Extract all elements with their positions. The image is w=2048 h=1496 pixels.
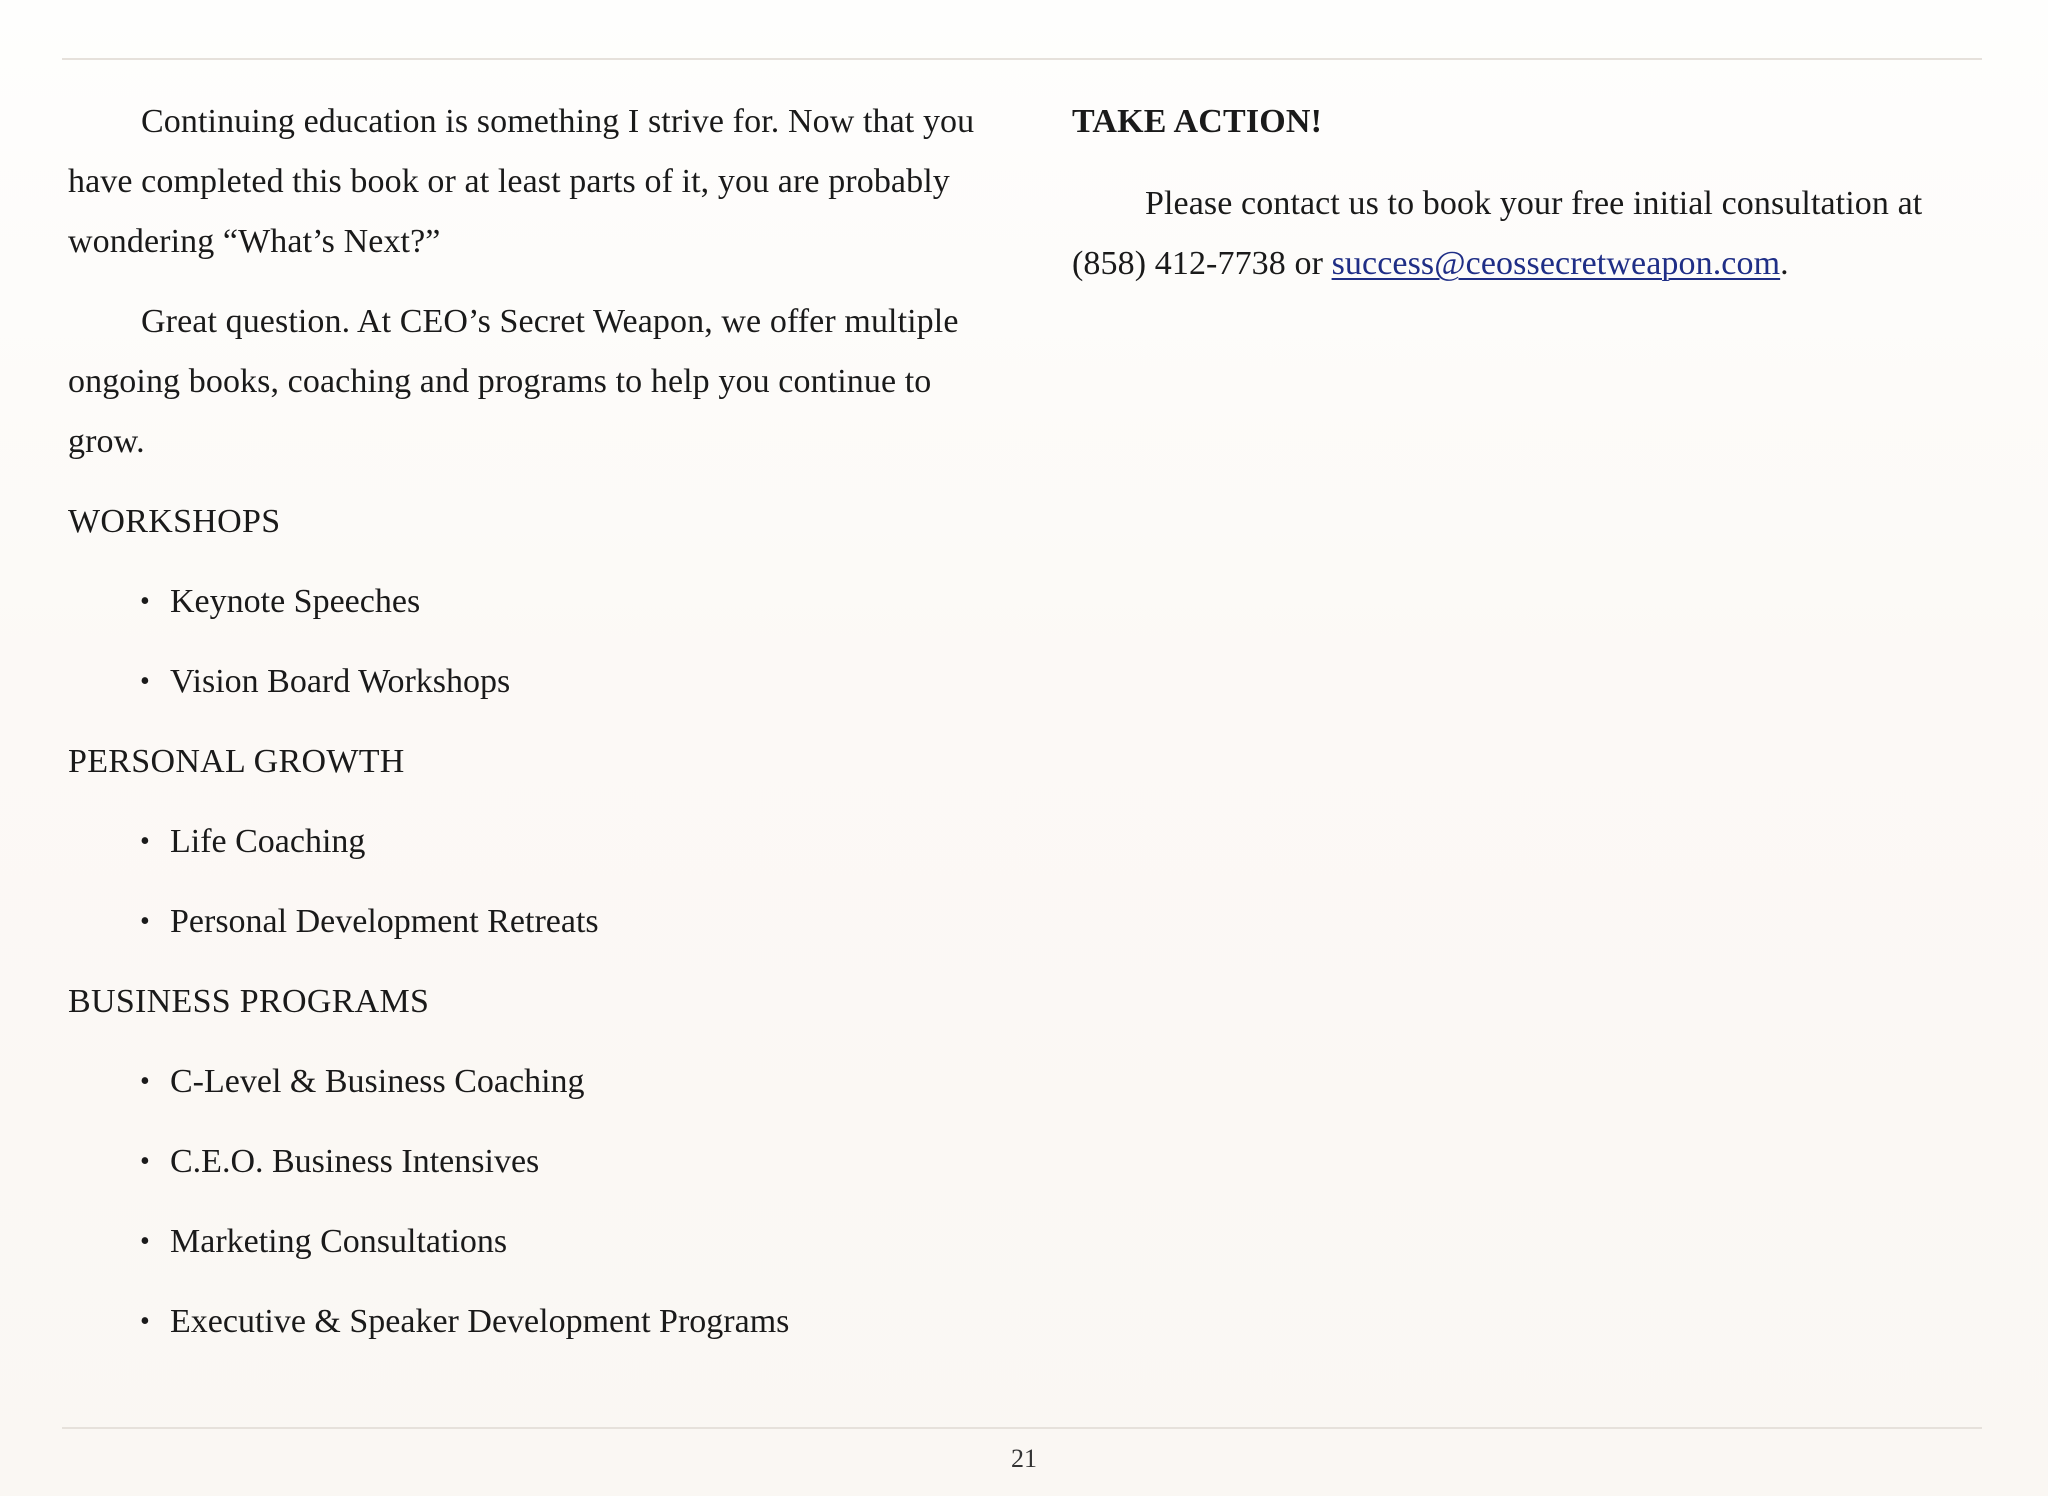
section-business-programs xyxy=(68,972,988,1352)
bullet-icon: • xyxy=(140,1066,150,1097)
email-link[interactable]: success@ceossecretweapon.com xyxy=(1331,245,1781,282)
section-heading: WORKSHOPS xyxy=(68,503,281,540)
bullet-icon: • xyxy=(140,666,150,697)
section-heading: PERSONAL GROWTH xyxy=(68,743,405,780)
section-personal-growth xyxy=(68,732,988,952)
contact-text: Please contact us to book your free initial consultation at (858) 412-7738 or xyxy=(1072,185,1923,282)
bullet-icon: • xyxy=(140,906,150,937)
section-list xyxy=(68,1052,988,1352)
page-number: 21 xyxy=(1011,1444,1037,1473)
contact-trailing: . xyxy=(1780,245,1789,282)
list-item: • C.E.O. Business Intensives xyxy=(68,1132,988,1192)
bullet-icon: • xyxy=(140,586,150,617)
intro-paragraph: Continuing education is something I strive for. Now that you have completed this book or at least parts of it, you are probably wondering “What’s Next?” xyxy=(68,103,975,260)
bullet-icon: • xyxy=(140,1146,150,1177)
section-list xyxy=(68,812,988,952)
bottom-divider xyxy=(62,1427,1982,1429)
left-column xyxy=(68,92,988,1372)
list-item: • Keynote Speeches xyxy=(68,572,988,632)
second-paragraph: Great question. At CEO’s Secret Weapon, we offer multiple ongoing books, coaching and programs to help you continue to grow. xyxy=(68,303,959,460)
list-item: • C-Level & Business Coaching xyxy=(68,1052,988,1112)
list-item: • Life Coaching xyxy=(68,812,988,872)
bullet-icon: • xyxy=(140,826,150,857)
section-workshops xyxy=(68,492,988,712)
top-divider xyxy=(62,58,1982,60)
section-list xyxy=(68,572,988,712)
right-column xyxy=(1072,92,1982,314)
bullet-icon: • xyxy=(140,1226,150,1257)
section-heading: BUSINESS PROGRAMS xyxy=(68,983,430,1020)
list-item: • Personal Development Retreats xyxy=(68,892,988,952)
contact-paragraph xyxy=(1072,174,1982,294)
take-action-heading: TAKE ACTION! xyxy=(1072,103,1323,140)
list-item: • Vision Board Workshops xyxy=(68,652,988,712)
bullet-icon: • xyxy=(140,1306,150,1337)
list-item: • Executive & Speaker Development Programs xyxy=(68,1292,988,1352)
list-item: • Marketing Consultations xyxy=(68,1212,988,1272)
